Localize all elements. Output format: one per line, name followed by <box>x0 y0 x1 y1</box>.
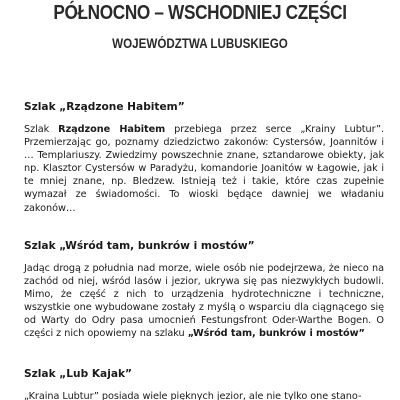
section-heading: Szlak „Rządzone Habitem” <box>24 101 185 113</box>
section-paragraph: Jadąc drogą z południa nad morze, wiele osób nie podejrzewa, że nieco na zachód od niej, wśród lasów i jezior, ukrywa się pas niezwykłych budowli. Mimo, że część z nich to urządzenia hydrotechniczne i techniczne, wszystkie one wybudowane zostały z myślą o wsparciu dla ciągnącego się od Warty do Odry pasa umocnień Festungsfront Oder-Warthe Bogen. O części z nich opowiemy na szlaku „Wśród tam, bunkrów i mostów” <box>24 263 384 340</box>
page-subtitle: WOJEWÓDZTWA LUBUSKIEGO <box>112 36 288 51</box>
section-heading: Szlak „Wśród tam, bunkrów i mostów” <box>24 240 255 252</box>
section-paragraph: Szlak Rządzone Habitem przebiega przez serce „Krainy Lubtur”. Przemierzając go, poznamy dziedzictwo zakonów: Cystersów, Joannitów i … Templariuszy. Zwiedzimy powszechnie znane, sztandarowe obiekty, jak np. Klasztor Cystersów w Paradyżu, komandorie Joanitów w Łagowie, jak i te mniej znane, np. Bledzew. Istnieją też i takie, które czas zupełnie wymazał ze świadomości. To wioski będące dawniej we władaniu zakonów… <box>24 124 384 214</box>
section-paragraph: „Kraina Lubtur” posiada wiele pięknych jezior, ale nie tylko one stano- <box>24 391 362 400</box>
section-wsrod-tam-bunkrow-i-mostow <box>24 239 384 341</box>
page-title: PÓŁNOCNO – WSCHODNIEJ CZĘŚCI <box>53 2 347 24</box>
section-rzadzone-habitem <box>24 100 384 215</box>
section-heading: Szlak „Lub Kajak” <box>24 368 132 380</box>
section-lub-kajak <box>24 367 384 400</box>
